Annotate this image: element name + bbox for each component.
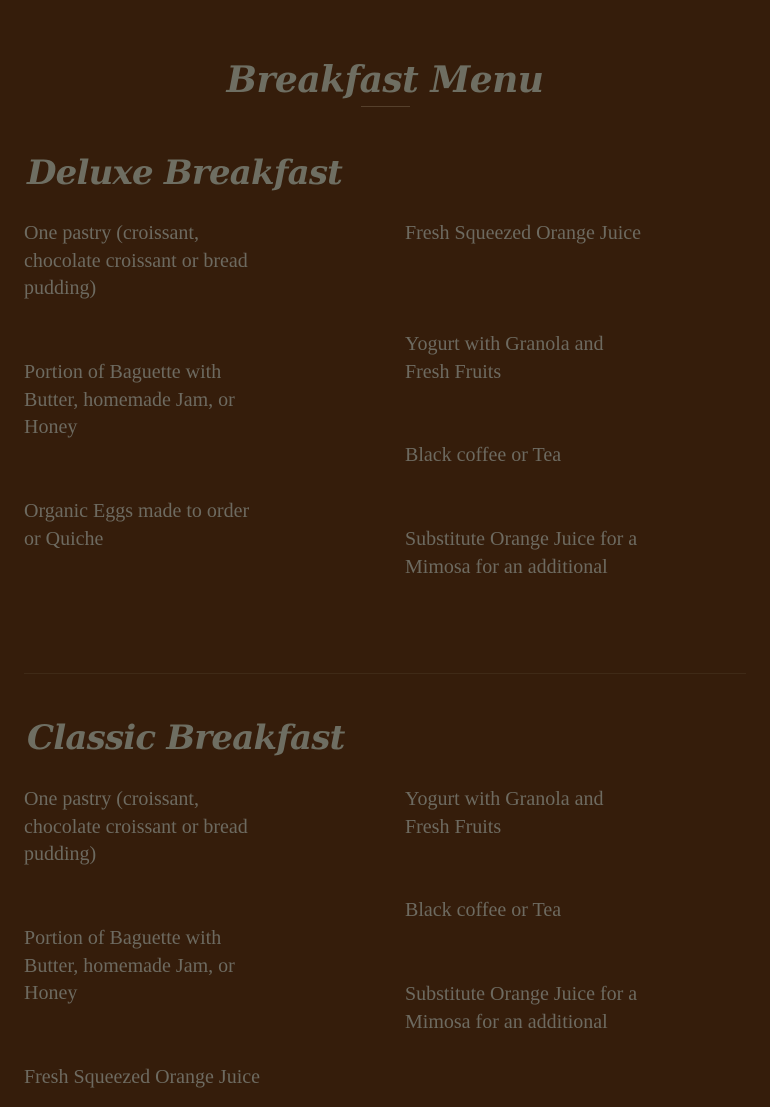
page-title: Breakfast Menu <box>226 59 544 102</box>
menu-item: Portion of Baguette with Butter, homemade Jam, or Honey <box>24 361 235 438</box>
section-heading-classic: Classic Breakfast <box>27 718 345 758</box>
menu-item: Yogurt with Granola and Fresh Fruits <box>405 333 604 383</box>
section-heading-deluxe: Deluxe Breakfast <box>27 153 343 193</box>
menu-item: Fresh Squeezed Orange Juice <box>24 1066 261 1088</box>
menu-item: Fresh Squeezed Orange Juice <box>405 222 642 244</box>
section-divider <box>24 673 746 674</box>
menu-item: Black coffee or Tea <box>405 899 562 921</box>
menu-item: Substitute Orange Juice for a Mimosa for an additional <box>405 528 638 578</box>
menu-item: One pastry (croissant, chocolate croissant or bread pudding) <box>24 788 248 865</box>
menu-item: Organic Eggs made to order or Quiche <box>24 500 250 550</box>
title-underline <box>361 106 410 107</box>
menu-item: Yogurt with Granola and Fresh Fruits <box>405 788 604 838</box>
menu-item: One pastry (croissant, chocolate croissant or bread pudding) <box>24 222 248 299</box>
menu-item: Black coffee or Tea <box>405 444 562 466</box>
menu-item: Portion of Baguette with Butter, homemade Jam, or Honey <box>24 927 235 1004</box>
menu-item: Substitute Orange Juice for a Mimosa for an additional <box>405 983 638 1033</box>
